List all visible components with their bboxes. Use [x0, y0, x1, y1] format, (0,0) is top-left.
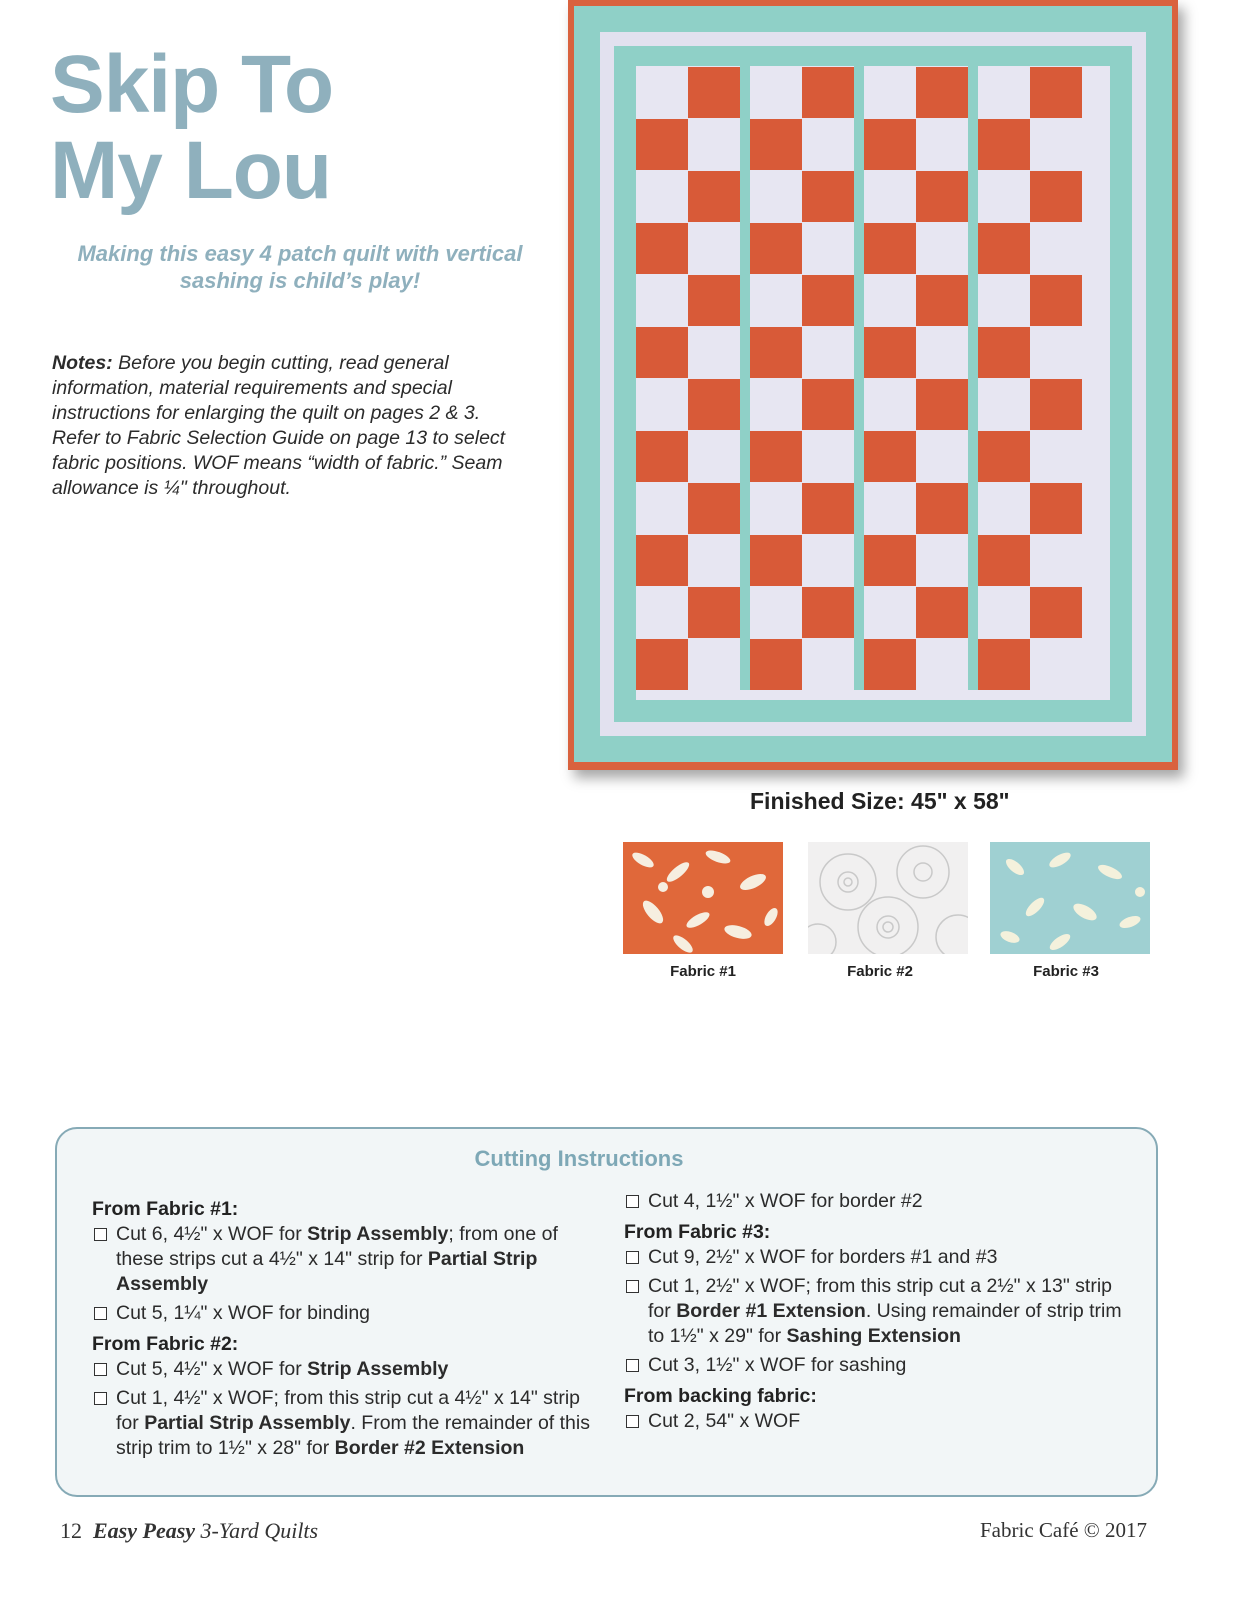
quilt-orange-square	[1030, 587, 1082, 638]
quilt-orange-square	[864, 535, 916, 586]
cutting-instructions-title: Cutting Instructions	[474, 1146, 684, 1171]
quilt-orange-square	[916, 275, 968, 326]
quilt-orange-square	[916, 67, 968, 118]
list-item: Cut 1, 4½" x WOF; from this strip cut a 4½" x 14" strip for Partial Strip Assembly. From the remainder of this strip trim to 1½" x 28" for Border #2 Extension	[92, 1386, 592, 1461]
book-title-bold: Easy Peasy	[93, 1518, 196, 1543]
quilt-orange-square	[802, 587, 854, 638]
notes-label: Notes:	[52, 352, 113, 374]
list-item: Cut 5, 4½" x WOF for Strip Assembly	[92, 1357, 592, 1382]
quilt-orange-square	[750, 327, 802, 378]
quilt-orange-square	[688, 379, 740, 430]
quilt-orange-square	[802, 275, 854, 326]
quilt-orange-square	[864, 223, 916, 274]
quilt-orange-square	[802, 67, 854, 118]
checkbox-icon	[94, 1392, 107, 1405]
list-item: Cut 3, 1½" x WOF for sashing	[624, 1353, 1124, 1378]
fabric-2-swatch	[808, 842, 968, 954]
quilt-sashing	[968, 66, 978, 690]
quilt-orange-square	[688, 171, 740, 222]
quilt-orange-square	[750, 431, 802, 482]
quilt-orange-square	[1030, 379, 1082, 430]
fabric-3-label: Fabric #3	[1033, 963, 1099, 980]
quilt-orange-square	[1030, 171, 1082, 222]
quilt-orange-square	[636, 119, 688, 170]
quilt-orange-square	[978, 431, 1030, 482]
quilt-orange-square	[864, 639, 916, 690]
checkbox-icon	[94, 1363, 107, 1376]
checkbox-icon	[94, 1228, 107, 1241]
quilt-orange-square	[688, 587, 740, 638]
quilt-orange-square	[802, 171, 854, 222]
page-number: 12	[60, 1518, 82, 1543]
quilt-sashing	[740, 66, 750, 690]
subtitle: Making this easy 4 patch quilt with vertical sashing is child’s play!	[77, 241, 523, 293]
checkbox-icon	[626, 1280, 639, 1293]
quilt-orange-square	[1030, 275, 1082, 326]
checkbox-icon	[626, 1195, 639, 1208]
quilt-orange-square	[916, 171, 968, 222]
fabric-1-heading: From Fabric #1:	[92, 1198, 239, 1220]
fabric-2-heading: From Fabric #2:	[92, 1333, 239, 1355]
copyright: Fabric Café © 2017	[980, 1518, 1147, 1542]
list-item: Cut 5, 1¼" x WOF for binding	[92, 1301, 592, 1326]
notes-paragraph	[52, 351, 522, 501]
title-line-1: Skip To	[50, 39, 334, 130]
quilt-orange-square	[802, 483, 854, 534]
quilt-orange-square	[802, 379, 854, 430]
checkbox-icon	[94, 1307, 107, 1320]
quilt-orange-square	[1030, 483, 1082, 534]
list-item: Cut 9, 2½" x WOF for borders #1 and #3	[624, 1245, 1124, 1270]
quilt-orange-square	[750, 639, 802, 690]
list-item: Cut 4, 1½" x WOF for border #2	[624, 1189, 1124, 1214]
quilt-orange-square	[636, 327, 688, 378]
book-title-rest: 3-Yard Quilts	[200, 1518, 319, 1543]
quilt-orange-square	[750, 119, 802, 170]
fabric-2-label: Fabric #2	[847, 963, 913, 980]
quilt-orange-square	[978, 535, 1030, 586]
fabric-3-swatch	[990, 842, 1150, 954]
fabric-3-heading: From Fabric #3:	[624, 1221, 771, 1243]
quilt-orange-square	[864, 431, 916, 482]
quilt-orange-square	[636, 431, 688, 482]
title-line-2: My Lou	[50, 125, 331, 216]
quilt-orange-square	[636, 639, 688, 690]
cutting-column-left	[92, 1191, 592, 1461]
quilt-orange-square	[978, 327, 1030, 378]
cutting-column-right	[624, 1189, 1124, 1434]
quilt-orange-square	[688, 67, 740, 118]
list-item: Cut 1, 2½" x WOF; from this strip cut a 2½" x 13" strip for Border #1 Extension. Using remainder of strip trim to 1½" x 29" for Sashing Extension	[624, 1274, 1124, 1349]
fabric-1-swatch	[623, 842, 783, 954]
quilt-orange-square	[1030, 67, 1082, 118]
quilt-orange-square	[978, 119, 1030, 170]
checkbox-icon	[626, 1251, 639, 1264]
quilt-orange-square	[750, 535, 802, 586]
quilt-orange-square	[864, 119, 916, 170]
backing-heading: From backing fabric:	[624, 1385, 817, 1407]
quilt-orange-square	[688, 483, 740, 534]
page-title	[50, 39, 334, 216]
page-footer-left	[60, 1518, 318, 1544]
quilt-orange-square	[636, 535, 688, 586]
quilt-orange-square	[916, 379, 968, 430]
quilt-orange-square	[916, 483, 968, 534]
quilt-orange-square	[978, 223, 1030, 274]
list-item: Cut 6, 4½" x WOF for Strip Assembly; from one of these strips cut a 4½" x 14" strip for Partial Strip Assembly	[92, 1222, 592, 1297]
quilt-orange-square	[864, 327, 916, 378]
quilt-field	[636, 66, 1110, 700]
quilt-orange-square	[636, 223, 688, 274]
quilt-orange-square	[688, 275, 740, 326]
quilt-orange-square	[750, 223, 802, 274]
finished-size: Finished Size: 45" x 58"	[750, 788, 1010, 814]
quilt-photo	[568, 0, 1178, 770]
quilt-orange-square	[916, 587, 968, 638]
notes-text: Before you begin cutting, read general information, material requirements and special instructions for enlarging the quilt on pages 2 & 3. Refer to Fabric Selection Guide on page 13 to select fabric positions. WOF means “width of fabric.” Seam allowance is ¼" throughout.	[52, 352, 506, 499]
quilt-orange-square	[978, 639, 1030, 690]
list-item: Cut 2, 54" x WOF	[624, 1409, 1124, 1434]
checkbox-icon	[626, 1415, 639, 1428]
checkbox-icon	[626, 1359, 639, 1372]
quilt-sashing	[854, 66, 864, 690]
fabric-1-label: Fabric #1	[670, 963, 736, 980]
